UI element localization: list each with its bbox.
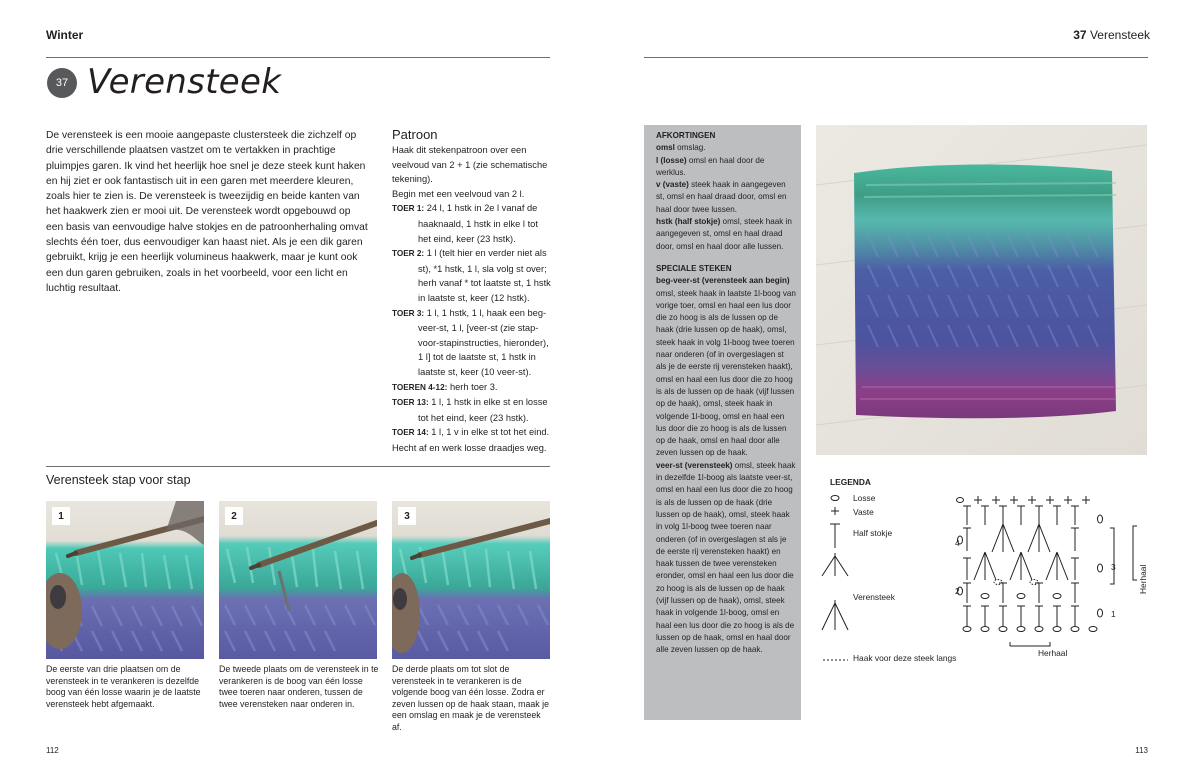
page-number-right: 113 <box>1135 746 1148 755</box>
pattern-row: TOER 2: 1 l (telt hier en verder niet als st), *1 hstk, 1 l, sla volg st over; herh vanaf * tot laatste st, 1 hstk in laatste st, keer (12 hstk). <box>392 248 551 303</box>
pattern-row: TOER 13: 1 l, 1 hstk in elke st en losse tot het eind, keer (23 hstk). <box>392 397 548 423</box>
stitch-diagram <box>952 488 1148 658</box>
step-photo-1 <box>46 501 204 659</box>
header-number: 37 <box>1073 28 1087 42</box>
pattern-row: TOER 3: 1 l, 1 hstk, 1 l, haak een beg-veer-st, 1 l, [veer-st (zie stap-voor-stapinstructies, hieronder), 1 l] tot de laatste st, 1 hstk in laatste st, keer (10 veer-st). <box>392 307 549 377</box>
intro-text: De verensteek is een mooie aangepaste clustersteek die zichzelf op drie verschillende plaatsen vastzet om te vertakken in prachtige pluimpjes garen. Ik vind het heerlijk hoe snel je deze steek kunt haken en hij ziet er ook fantastisch uit in een garen met meerdere kleuren, zoals hier te zien is. De verensteek is tweezijdig en beide kanten van het haakwerk zien er mooi uit. De verensteek wordt opgebouwd op een basis van eenvoudige halve stokjes en de patroonherhaling omvat slechts één toer, dus eenvoudiger kan haast niet. Als je een dik garen gebruikt, krijg je een heerlijk volumineus haakwerk, maar je kunt ook een dun garen gebruiken, zoals in het voorbeeld, voor een licht en luchtig resultaat. <box>46 130 368 294</box>
legend-symbols <box>818 490 858 670</box>
pattern-row: TOER 1: 24 l, 1 hstk in 2e l vanaf de haaknaald, 1 hstk in elke l tot het eind, keer (23 hstk). <box>392 203 538 244</box>
swatch-photo <box>816 125 1147 455</box>
step-caption-1: De eerste van drie plaatsen om de verensteek in te verankeren is dezelfde boog van één losse waarin je de laatste verensteek hebt afgemaakt. <box>46 664 201 709</box>
special-item: veer-st (verensteek) omsl, steek haak in dezelfde 1l-boog als laatste veer-st, omsl en haal een lus door die zo hoog is als de lussen op de haak (drie lussen op de haak), omsl, steek haak in volg 1l-boog twee toeren naar onderen (of in overgeslagen st als je de eerste rij verensteken haakt) en haak tussen de twee verensteken eronder, omsl en haal een lus door die zo hoog is als de lussen op de haak (vijf lussen op de haak), omsl, steek haak in volgende 1l-boog, omsl en haal een lus door die zo hoog is als de lussen op de haak, omsl en haal door alle zeven lussen op de haak. <box>656 460 796 655</box>
pattern-begin: Begin met een veelvoud van 2 l. <box>392 188 525 199</box>
chapter-badge: 37 <box>47 68 77 98</box>
step-caption-2: De tweede plaats om de verensteek in te verankeren is de boog van één losse twee toeren naar onderen, tussen de twee verensteken naar onderen in. <box>219 664 379 709</box>
abbreviation-item: l (losse) omsl en haal door de werklus. <box>656 155 765 177</box>
legend-heading: LEGENDA <box>830 477 871 487</box>
legend-item: Losse <box>853 493 876 503</box>
header-title: Verensteek <box>1089 28 1150 42</box>
abbreviation-item: v (vaste) steek haak in aangegeven st, omsl en haal draad door, omsl en haal door twee lussen. <box>656 180 787 214</box>
pattern-row: TOEREN 4-12: herh toer 3. <box>392 381 498 392</box>
step-number: 1 <box>52 507 70 525</box>
abbreviation-item: omsl omslag. <box>656 143 706 153</box>
legend-item: Verensteek <box>853 592 895 602</box>
abbreviation-item: hstk (half stokje) omsl, steek haak in aangegeven st, omsl en haal draad door, omsl en haal door alle lussen. <box>656 217 792 251</box>
special-item: beg-veer-st (verensteek aan begin) omsl, steek haak in laatste 1l-boog van vorige toer, omsl en haal een lus door die zo hoog is als de lussen op de haak (drie lussen op de haak), omsl, steek haak in volg 1l-boog twee toeren naar onderen (of in overgeslagen st als je de eerste rij verensteken haakt), omsl en haal een lus door die zo hoog is als de lussen op de haak (vijf lussen op de haak), omsl, steek haak in volgende 1l-boog, omsl en haal een lus door die zo hoog is als de lussen op de haak, omsl en haal door alle zeven lussen op de haak. <box>656 276 796 458</box>
step-photo-2 <box>219 501 377 659</box>
diagram-row-label: 4 <box>955 538 960 548</box>
steps-heading: Verensteek stap voor stap <box>46 473 191 487</box>
diagram-bottom-label: Herhaal <box>1038 648 1068 658</box>
special-heading: SPECIALE STEKEN <box>656 263 732 273</box>
legend-item: Haak voor deze steek langs <box>853 653 957 663</box>
diagram-row-label: 1 <box>1111 609 1116 619</box>
page-title: Verensteek <box>87 62 282 102</box>
right-header <box>1073 28 1150 42</box>
abbreviations-text <box>656 130 796 656</box>
section-rule <box>46 466 550 467</box>
step-number: 2 <box>225 507 243 525</box>
abbreviations-heading: AFKORTINGEN <box>656 131 716 140</box>
header-rule <box>46 57 550 58</box>
page-number-left: 112 <box>46 746 59 755</box>
step-caption-3: De derde plaats om tot slot de verensteek in te verankeren is de volgende boog van één losse. Zodra er zeven lussen op de haak staan, maak je een omslag en maak je de verensteek af. <box>392 664 549 732</box>
step-photo-3 <box>392 501 550 659</box>
step-number: 3 <box>398 507 416 525</box>
pattern-finish: Hecht af en werk losse draadjes weg. <box>392 442 547 453</box>
diagram-row-label: 2 <box>955 586 960 596</box>
section-label: Winter <box>46 28 84 42</box>
legend-item: Half stokje <box>853 528 893 538</box>
diagram-row-label: 3 <box>1111 562 1116 572</box>
pattern-intro: Haak dit stekenpatroon over een veelvoud van 2 + 1 (zie schematische tekening). <box>392 145 548 185</box>
header-rule-right <box>644 57 1148 58</box>
pattern-heading: Patroon <box>392 127 438 142</box>
legend-item: Vaste <box>853 507 874 517</box>
pattern-row: TOER 14: 1 l, 1 v in elke st tot het eind. <box>392 427 550 438</box>
pattern-block <box>392 143 552 455</box>
